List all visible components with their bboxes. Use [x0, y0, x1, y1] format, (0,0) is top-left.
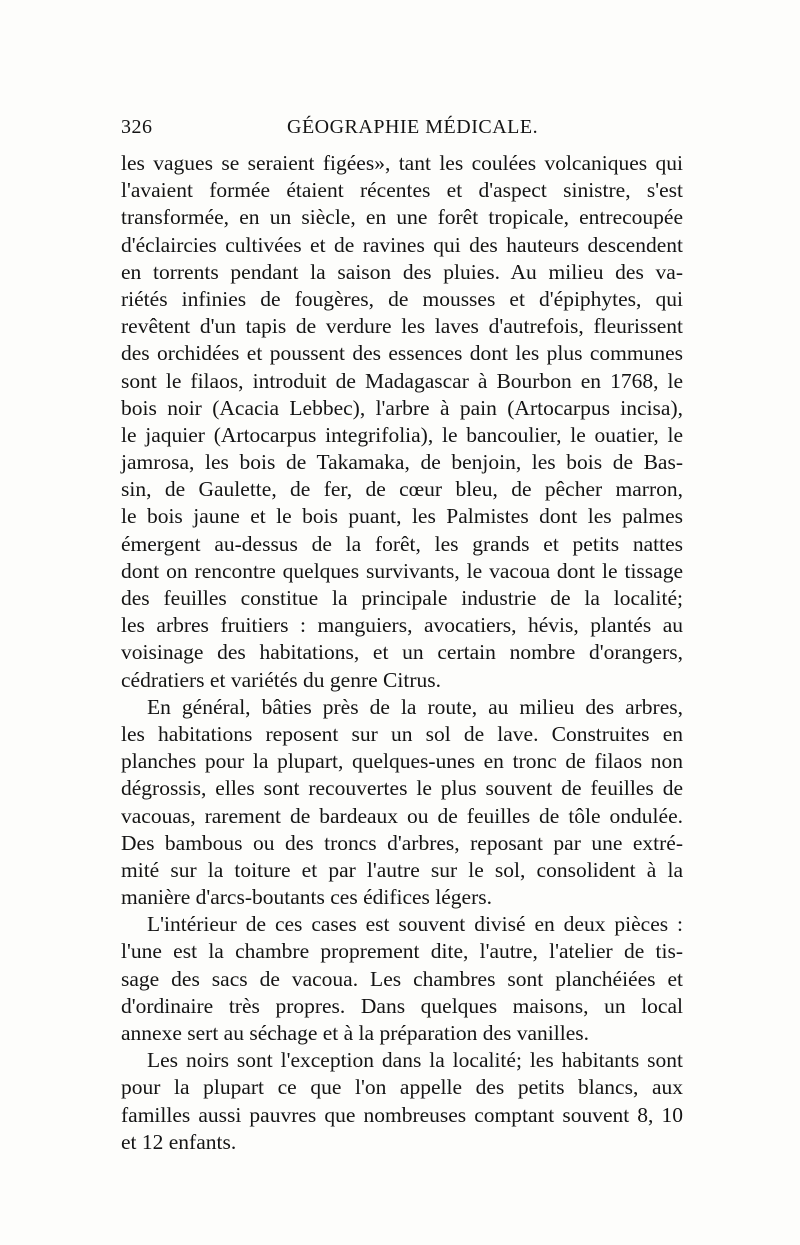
text-line: dégrossis, elles sont recouvertes le plus souvent de feuilles de — [121, 776, 683, 801]
text-line: mité sur la toiture et par l'autre sur le sol, consolident à la — [121, 857, 683, 882]
text-line: En général, bâties près de la route, au milieu des arbres, — [147, 694, 683, 719]
text-line: vacouas, rarement de bardeaux ou de feuilles de tôle ondulée. — [121, 803, 683, 828]
running-title: GÉOGRAPHIE MÉDICALE. — [287, 116, 539, 138]
text-line: des orchidées et poussent des essences dont les plus communes — [121, 341, 683, 366]
text-line: les habitations reposent sur un sol de lave. Construites en — [121, 721, 683, 746]
text-line: pour la plupart ce que l'on appelle des petits blancs, aux — [121, 1075, 683, 1100]
text-line: familles aussi pauvres que nombreuses comptant souvent 8, 10 — [121, 1102, 683, 1127]
text-line: annexe sert au séchage et à la préparation des vanilles. — [121, 1021, 590, 1045]
paragraph — [121, 911, 683, 1047]
text-line: L'intérieur de ces cases est souvent divisé en deux pièces : — [147, 912, 683, 937]
text-line: le bois jaune et le bois puant, les Palmistes dont les palmes — [121, 504, 683, 529]
text-line: Les noirs sont l'exception dans la localité; les habitants sont — [147, 1048, 683, 1073]
text-line: d'éclaircies cultivées et de ravines qui des hauteurs descendent — [121, 232, 683, 257]
text-line: l'une est la chambre proprement dite, l'autre, l'atelier de tis- — [121, 939, 683, 964]
text-line: Des bambous ou des troncs d'arbres, reposant par une extré- — [121, 830, 683, 855]
page-header — [121, 116, 683, 142]
text-line: le jaquier (Artocarpus integrifolia), le bancoulier, le ouatier, le — [121, 422, 683, 447]
body-text — [121, 150, 683, 1156]
text-line: émergent au-dessus de la forêt, les grands et petits nattes — [121, 531, 683, 556]
text-line: planches pour la plupart, quelques-unes en tronc de filaos non — [121, 749, 683, 774]
text-line: sin, de Gaulette, de fer, de cœur bleu, de pêcher marron, — [121, 477, 683, 502]
paragraph — [121, 694, 683, 912]
text-line: jamrosa, les bois de Takamaka, de benjoin, les bois de Bas- — [121, 450, 683, 475]
text-line: les vagues se seraient figées», tant les coulées volcaniques qui — [121, 151, 683, 175]
text-line: d'ordinaire très propres. Dans quelques maisons, un local — [121, 993, 683, 1018]
text-line: en torrents pendant la saison des pluies. Au milieu des va- — [121, 259, 683, 284]
text-line: sont le filaos, introduit de Madagascar à Bourbon en 1768, le — [121, 368, 683, 393]
text-line: cédratiers et variétés du genre Citrus. — [121, 667, 441, 692]
paragraph — [121, 1047, 683, 1156]
text-line: voisinage des habitations, et un certain nombre d'orangers, — [121, 640, 683, 665]
text-line: l'avaient formée étaient récentes et d'aspect sinistre, s'est — [121, 178, 683, 203]
text-line: des feuilles constitue la principale industrie de la localité; — [121, 586, 683, 610]
text-line: bois noir (Acacia Lebbec), l'arbre à pain (Artocarpus incisa), — [121, 395, 683, 420]
text-line: manière d'arcs-boutants ces édifices légers. — [121, 885, 493, 910]
text-line: revêtent d'un tapis de verdure les laves d'autrefois, fleurissent — [121, 314, 683, 339]
text-line: et 12 enfants. — [121, 1129, 237, 1154]
text-line: transformée, en un siècle, en une forêt tropicale, entrecoupée — [121, 205, 683, 230]
text-line: sage des sacs de vacoua. Les chambres sont planchéiées et — [121, 966, 683, 991]
text-line: les arbres fruitiers : manguiers, avocatiers, hévis, plantés au — [121, 613, 683, 638]
text-line: dont on rencontre quelques survivants, le vacoua dont le tissage — [121, 558, 683, 583]
paragraph — [121, 150, 683, 694]
page-number: 326 — [121, 116, 153, 138]
text-line: riétés infinies de fougères, de mousses et d'épiphytes, qui — [121, 286, 683, 311]
